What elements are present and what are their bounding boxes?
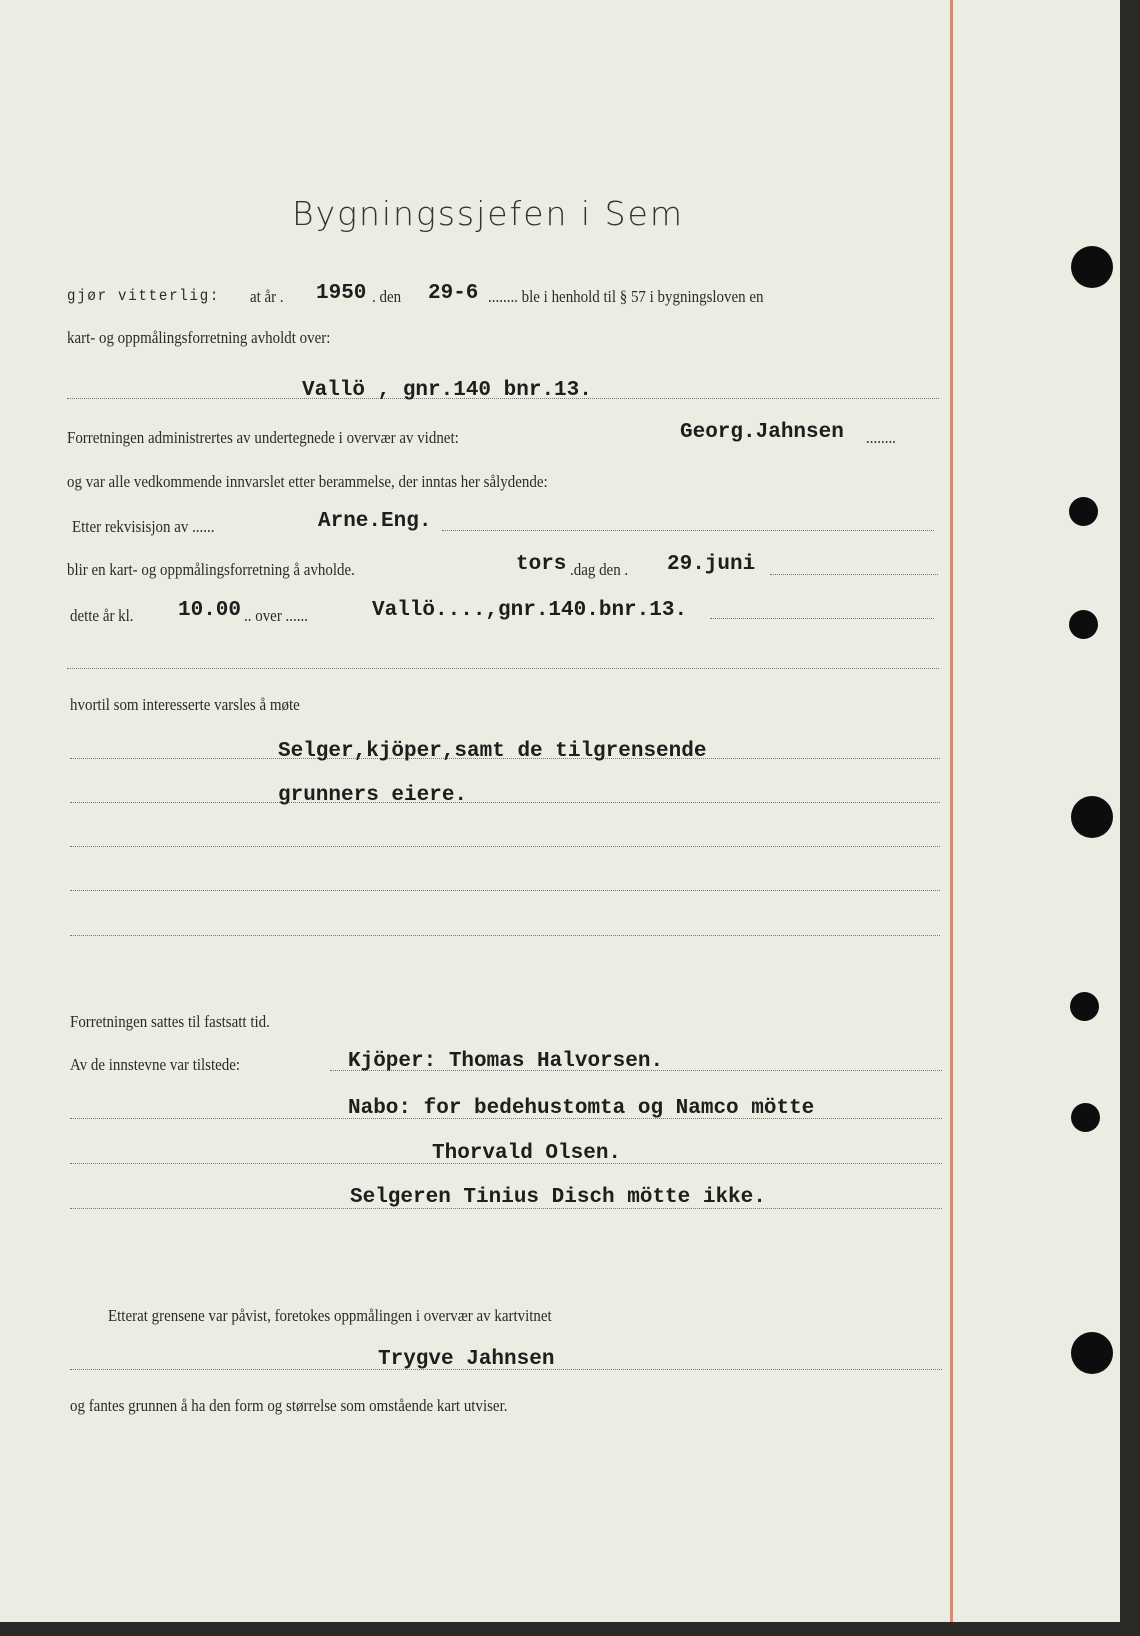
punch-hole bbox=[1071, 246, 1113, 288]
witness-label: Forretningen administrertes av undertegnede i overvær av vidnet: bbox=[67, 428, 459, 447]
fill-line bbox=[710, 618, 934, 619]
punch-hole bbox=[1071, 1103, 1100, 1132]
summons-label: hvortil som interesserte varsles å møte bbox=[70, 695, 300, 714]
present-label: Av de innstevne var tilstede: bbox=[70, 1055, 241, 1074]
punch-hole bbox=[1071, 1332, 1113, 1374]
scan-edge bbox=[0, 1622, 1140, 1636]
dots: ........ bbox=[866, 428, 896, 447]
fill-line bbox=[70, 890, 940, 891]
text-line: kart- og oppmålingsforretning avholdt over: bbox=[67, 328, 331, 347]
year-value: 1950 bbox=[316, 282, 367, 305]
fill-line bbox=[70, 935, 940, 936]
punch-hole bbox=[1071, 796, 1113, 838]
fill-line bbox=[442, 530, 934, 531]
time-value: 10.00 bbox=[178, 599, 242, 622]
fill-line bbox=[770, 574, 938, 575]
fill-line bbox=[70, 802, 940, 803]
time-label: dette år kl. bbox=[70, 606, 134, 625]
meeting-date: 29.juni bbox=[667, 553, 756, 576]
witness-value: Georg.Jahnsen bbox=[680, 421, 844, 444]
requisition-label: Etter rekvisisjon av ...... bbox=[72, 517, 215, 536]
date-value: 29-6 bbox=[428, 282, 479, 305]
fill-line bbox=[67, 668, 939, 669]
text-line: og var alle vedkommende innvarslet etter berammelse, der inntas her sålydende: bbox=[67, 472, 548, 491]
meeting-day: tors bbox=[516, 553, 567, 576]
property-value: Vallö , gnr.140 bnr.13. bbox=[302, 379, 592, 402]
punch-hole bbox=[1069, 497, 1098, 526]
summoned-line: grunners eiere. bbox=[278, 784, 468, 807]
den-label: . den bbox=[372, 287, 402, 306]
map-witness-value: Trygve Jahnsen bbox=[378, 1348, 555, 1371]
law-text: ........ ble i henhold til § 57 i bygningsloven en bbox=[488, 287, 764, 306]
document-title: Bygningssjefen i Sem bbox=[292, 194, 684, 233]
year-label: at år . bbox=[250, 287, 284, 306]
punch-hole bbox=[1070, 992, 1099, 1021]
present-line: Thorvald Olsen. bbox=[432, 1142, 622, 1165]
requisition-value: Arne.Eng. bbox=[318, 510, 432, 533]
meeting-label: blir en kart- og oppmålingsforretning å avholde. bbox=[67, 560, 355, 579]
fill-line bbox=[70, 846, 940, 847]
text-line: Forretningen sattes til fastsatt tid. bbox=[70, 1012, 270, 1031]
dag-label: .dag den . bbox=[570, 560, 629, 579]
over-label: .. over ...... bbox=[244, 606, 308, 625]
intro-label: gjør vitterlig: bbox=[67, 287, 221, 305]
text-line: og fantes grunnen å ha den form og størrelse som omstående kart utviser. bbox=[70, 1396, 508, 1415]
present-line: Kjöper: Thomas Halvorsen. bbox=[348, 1050, 664, 1073]
text-line: Etterat grensene var påvist, foretokes oppmålingen i overvær av kartvitnet bbox=[108, 1306, 552, 1325]
summoned-line: Selger,kjöper,samt de tilgrensende bbox=[278, 740, 707, 763]
scan-edge bbox=[1120, 0, 1140, 1636]
place-value: Vallö....,gnr.140.bnr.13. bbox=[372, 599, 688, 622]
present-line: Nabo: for bedehustomta og Namco mötte bbox=[348, 1097, 815, 1120]
margin-line bbox=[950, 0, 953, 1622]
present-line: Selgeren Tinius Disch mötte ikke. bbox=[350, 1186, 766, 1209]
punch-hole bbox=[1069, 610, 1098, 639]
